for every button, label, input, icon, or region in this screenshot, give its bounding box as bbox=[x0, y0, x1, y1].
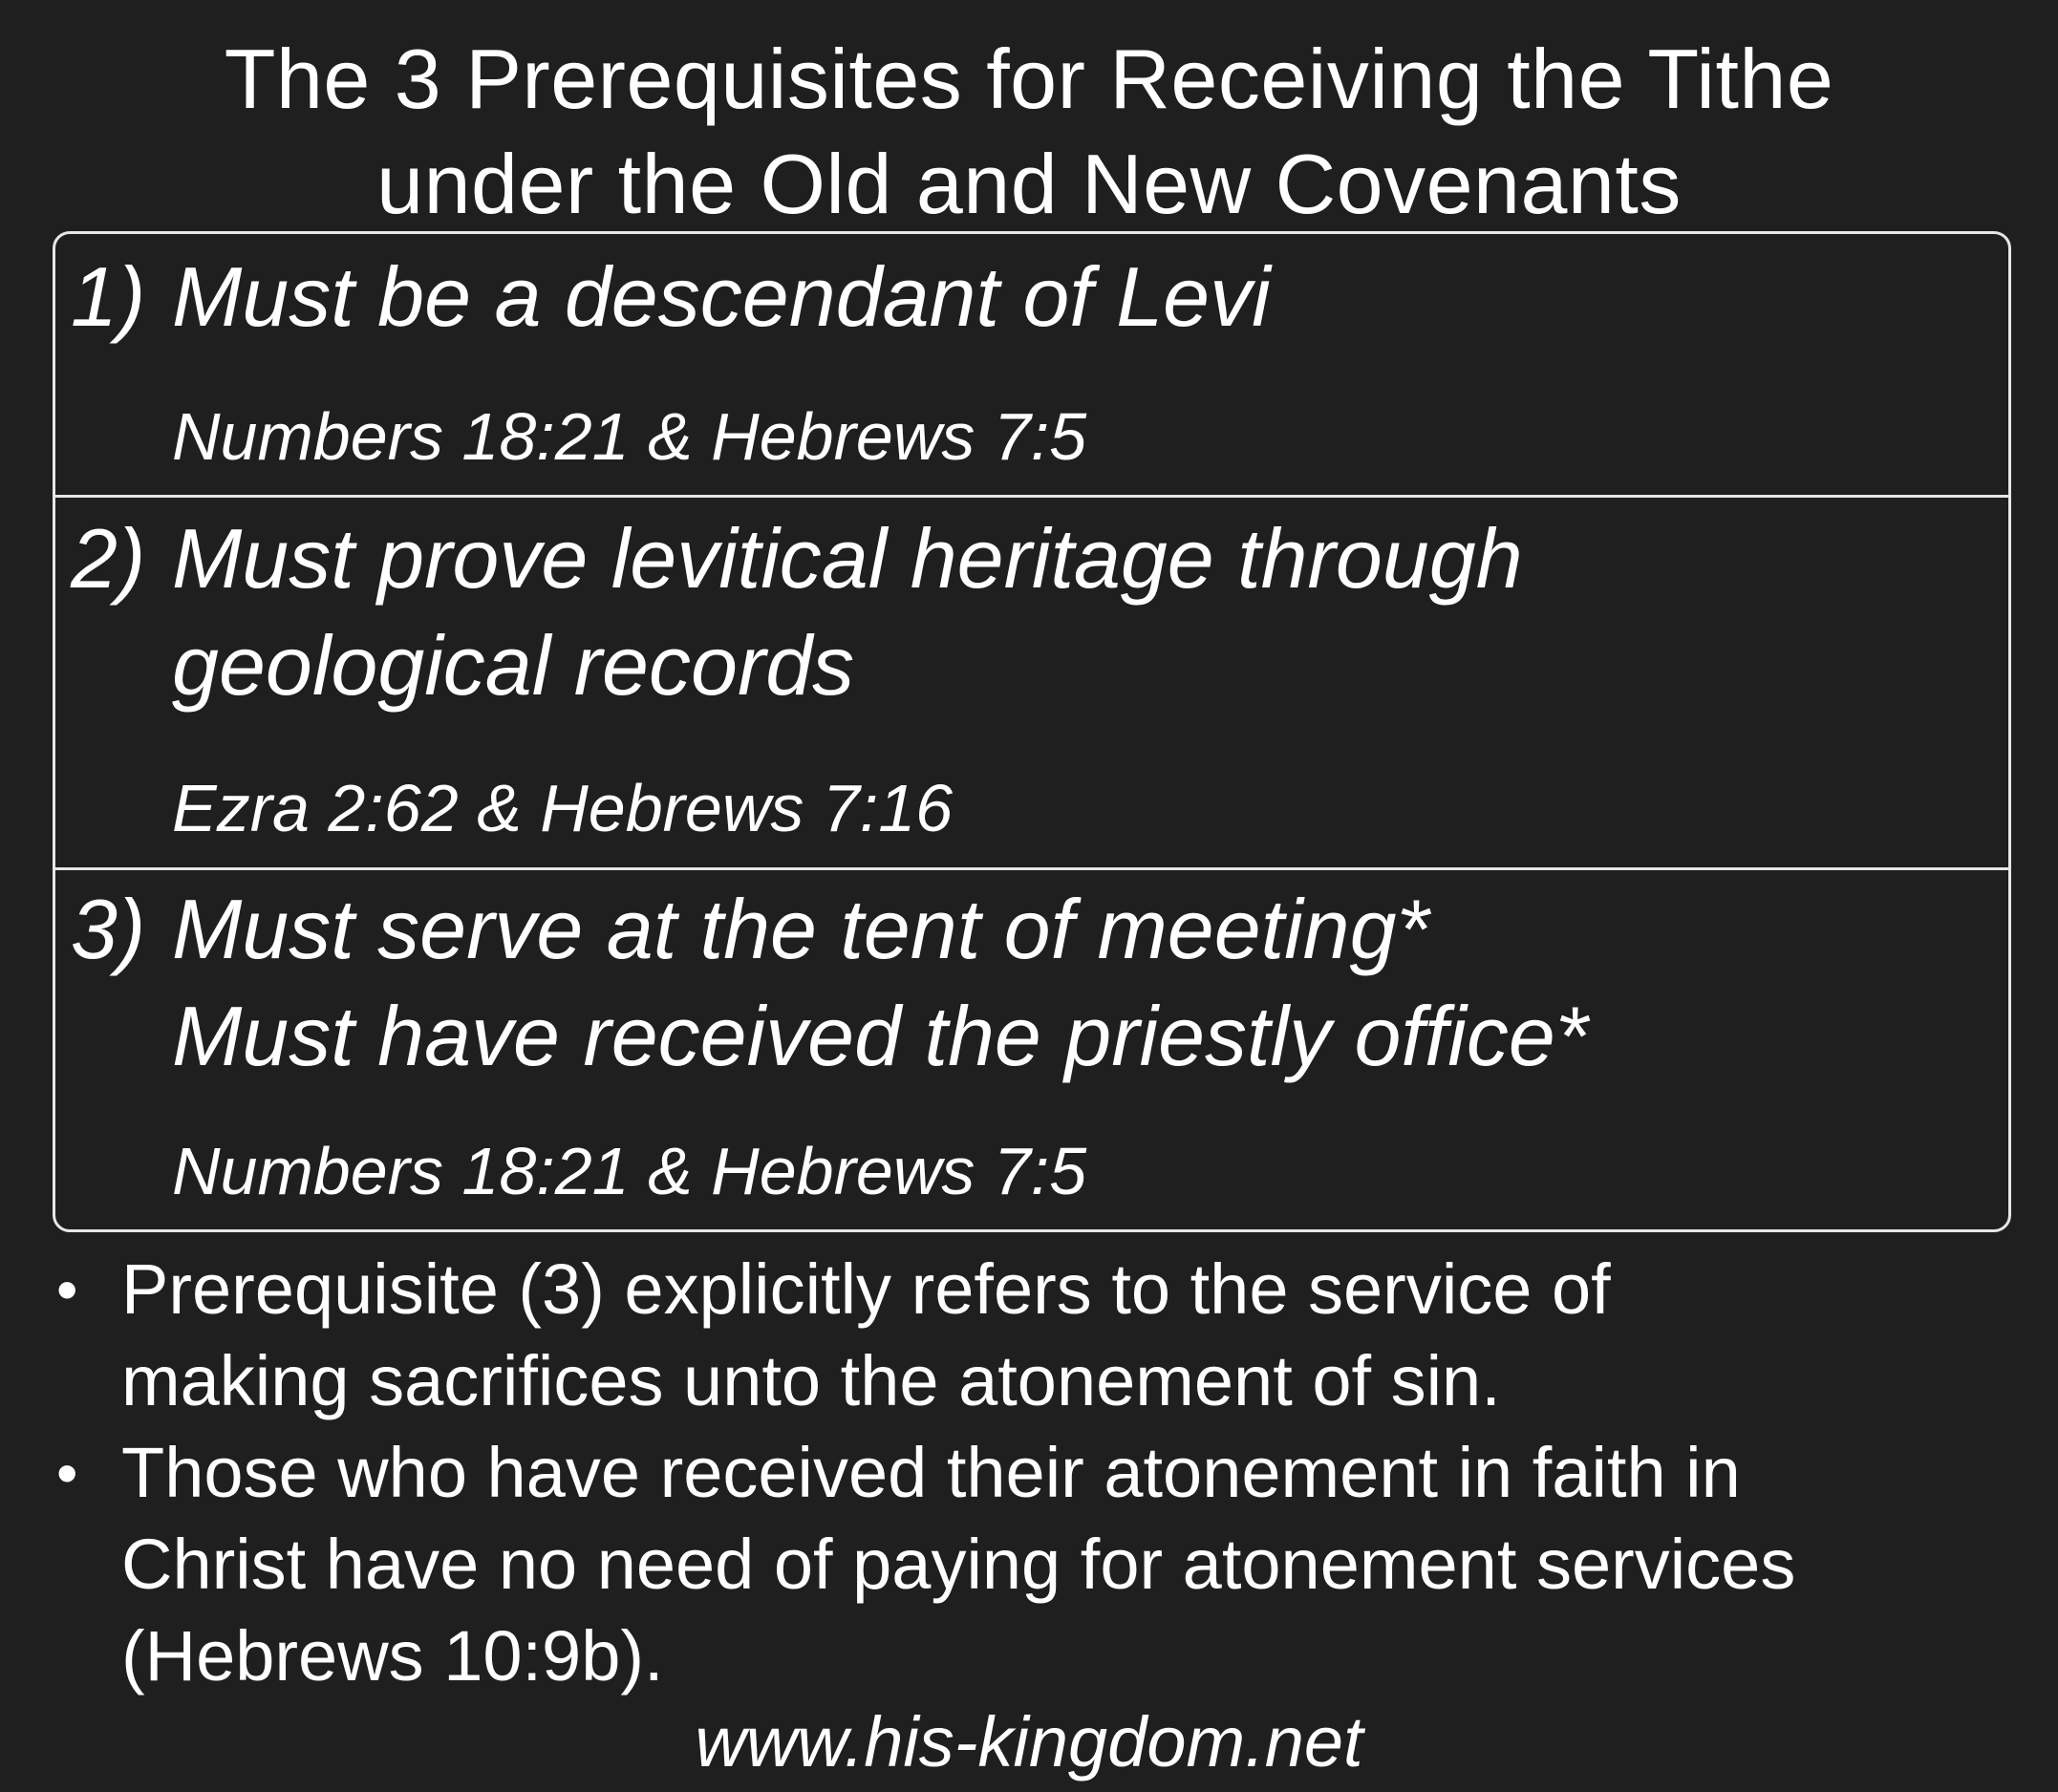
note-line: Christ have no need of paying for atonement services bbox=[121, 1525, 1796, 1604]
slide-title-line-2: under the Old and New Covenants bbox=[376, 137, 1682, 231]
note-bullet-1 bbox=[53, 1244, 2021, 1427]
prerequisite-heading-line: Must prove levitical heritage through bbox=[172, 511, 1523, 606]
notes-list bbox=[53, 1244, 2021, 1702]
prerequisite-heading bbox=[172, 244, 1271, 351]
slide-title bbox=[0, 27, 2058, 237]
prerequisite-heading-line: Must serve at the tent of meeting* bbox=[172, 882, 1429, 976]
prerequisite-number: 1) bbox=[71, 249, 146, 344]
prerequisite-heading bbox=[172, 876, 1588, 1090]
prerequisite-row-1 bbox=[55, 234, 2008, 495]
scripture-reference: Numbers 18:21 & Hebrews 7:5 bbox=[172, 1134, 1087, 1208]
bullet-icon: • bbox=[56, 1439, 78, 1507]
scripture-reference: Ezra 2:62 & Hebrews 7:16 bbox=[172, 771, 954, 845]
note-line: Prerequisite (3) explicitly refers to the service of bbox=[121, 1249, 1611, 1329]
website-url: www.his-kingdom.net bbox=[695, 1702, 1363, 1781]
bullet-icon: • bbox=[56, 1255, 78, 1324]
slide-title-line-1: The 3 Prerequisites for Receiving the Tithe bbox=[224, 32, 1834, 126]
prerequisite-row-3 bbox=[55, 867, 2008, 1232]
prerequisite-heading bbox=[172, 505, 1523, 719]
note-bullet-2 bbox=[53, 1427, 2021, 1702]
prerequisite-number: 3) bbox=[71, 882, 146, 976]
note-line: (Hebrews 10:9b). bbox=[121, 1616, 664, 1696]
prerequisite-number: 2) bbox=[71, 511, 146, 606]
prerequisite-heading-line: Must be a descendant of Levi bbox=[172, 249, 1271, 344]
prerequisite-heading-line: Must have received the priestly office* bbox=[172, 989, 1589, 1083]
note-text bbox=[121, 1244, 2021, 1427]
scripture-reference: Numbers 18:21 & Hebrews 7:5 bbox=[172, 399, 1087, 474]
prerequisites-table bbox=[53, 231, 2011, 1232]
note-line: making sacrifices unto the atonement of sin. bbox=[121, 1341, 1501, 1420]
prerequisite-heading-line: geological records bbox=[172, 618, 855, 713]
note-text bbox=[121, 1427, 2021, 1702]
note-line: Those who have received their atonement in faith in bbox=[121, 1433, 1741, 1512]
prerequisite-row-2 bbox=[55, 495, 2008, 867]
